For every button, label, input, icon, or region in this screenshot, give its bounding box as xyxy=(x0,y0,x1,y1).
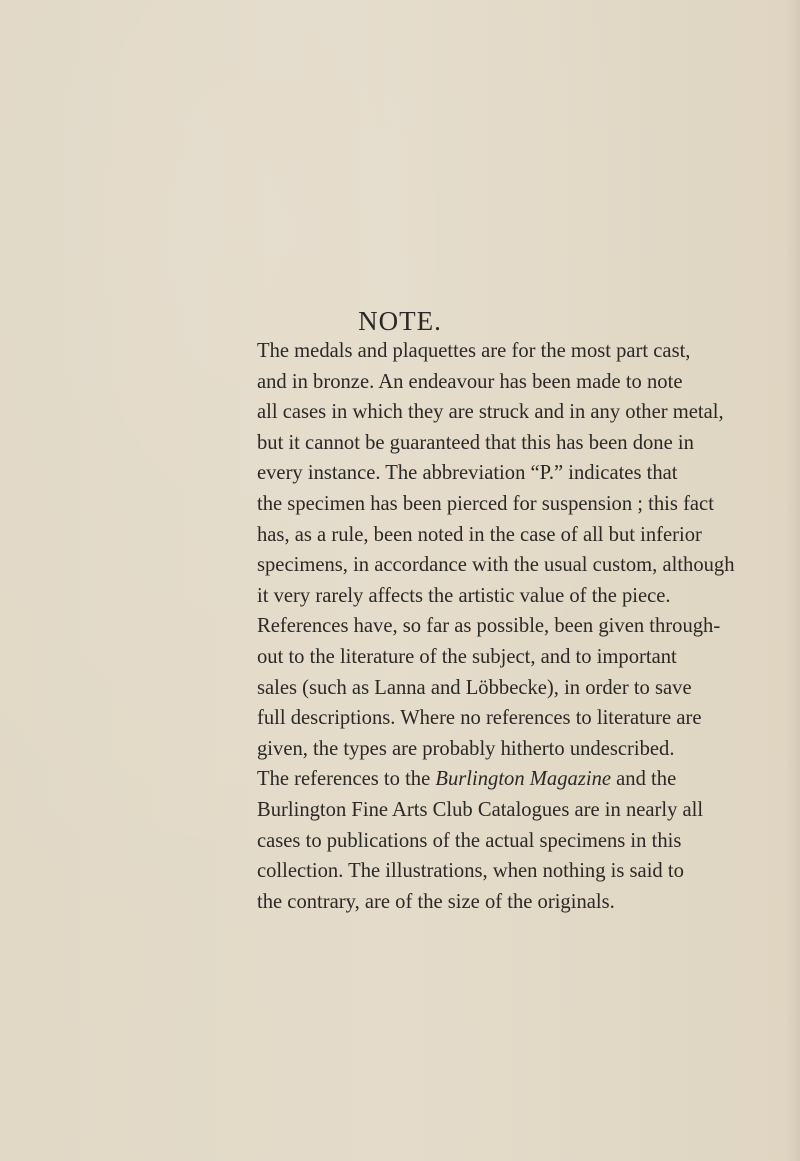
text-line-7: has, as a rule, been noted in the case of all but inferior xyxy=(257,523,702,546)
text-line-6: the specimen has been pierced for suspension ; this fact xyxy=(257,492,714,515)
text-line-12: sales (such as Lanna and Löbbecke), in order to save xyxy=(257,676,692,699)
text-line-9: it very rarely affects the artistic value of the piece. xyxy=(257,584,671,607)
text-line-10: References have, so far as possible, been given through- xyxy=(257,615,721,638)
page-title: NOTE. xyxy=(358,306,442,336)
text-line-1: The medals and plaquettes are for the most part cast, xyxy=(257,340,691,362)
burlington-magazine-title: Burlington Magazine xyxy=(435,768,612,791)
text-line-18: collection. The illustrations, when nothing is said to xyxy=(257,860,684,883)
text-line-2: and in bronze. An endeavour has been made to note xyxy=(257,370,683,393)
text-line-17: cases to publications of the actual specimens in this xyxy=(257,829,682,852)
page-edge-shadow xyxy=(786,0,800,1161)
text-line-4: but it cannot be guaranteed that this has been done in xyxy=(257,431,694,454)
text-line-15-after: and the xyxy=(611,768,677,791)
text-line-3: all cases in which they are struck and in any other metal, xyxy=(257,401,724,424)
text-line-15 xyxy=(257,764,677,795)
text-line-13: full descriptions. Where no references to literature are xyxy=(257,707,702,730)
text-line-8: specimens, in accordance with the usual custom, although xyxy=(257,554,735,577)
text-line-15-before: The references to the xyxy=(257,768,436,791)
text-line-11: out to the literature of the subject, and to important xyxy=(257,645,677,668)
text-line-19: the contrary, are of the size of the originals. xyxy=(257,890,615,913)
note-paragraph xyxy=(257,336,735,917)
text-line-16: Burlington Fine Arts Club Catalogues are in nearly all xyxy=(257,798,704,821)
text-line-5: every instance. The abbreviation “P.” indicates that xyxy=(257,462,678,485)
text-line-14: given, the types are probably hitherto undescribed. xyxy=(257,737,675,760)
